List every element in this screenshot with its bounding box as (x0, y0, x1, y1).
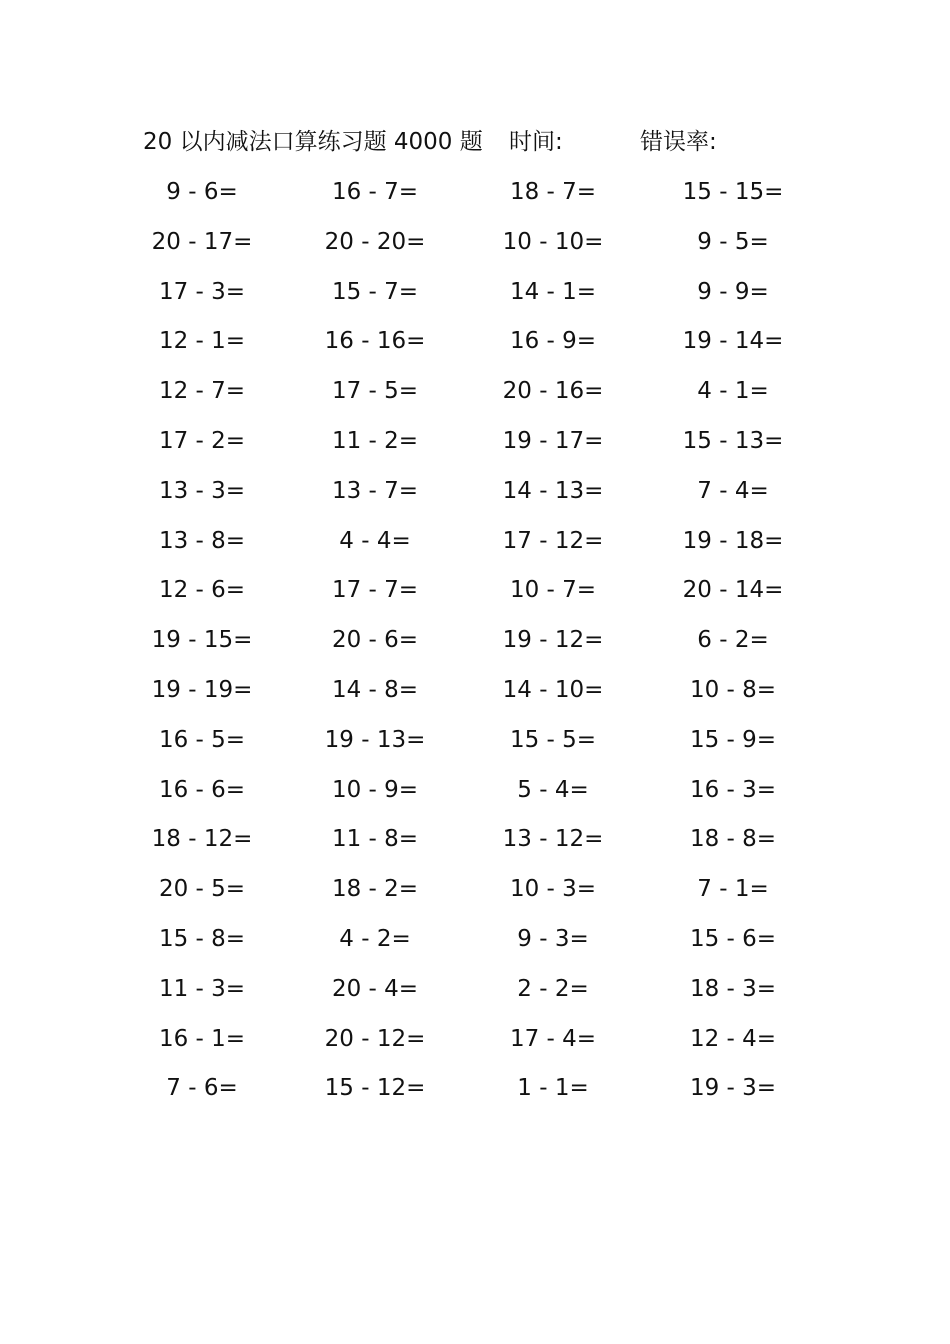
subtraction-problem: 17 - 4= (509, 1025, 597, 1052)
subtraction-problem: 17 - 5= (331, 378, 419, 405)
subtraction-problem: 19 - 17= (502, 427, 604, 454)
subtraction-problem: 16 - 7= (331, 179, 419, 205)
problem-row (0, 272, 950, 322)
problem-row (0, 1068, 950, 1118)
problem-row (0, 521, 950, 571)
subtraction-problem: 7 - 4= (697, 477, 769, 504)
subtraction-problem: 15 - 8= (158, 925, 246, 952)
subtraction-problem: 17 - 3= (158, 278, 246, 305)
subtraction-problem: 14 - 1= (509, 278, 597, 305)
subtraction-problem: 18 - 12= (151, 826, 253, 853)
subtraction-problem: 20 - 12= (324, 1025, 426, 1052)
worksheet-title: 20 以内减法口算练习题 4000 题 (143, 129, 483, 155)
subtraction-problem: 17 - 2= (158, 427, 246, 454)
subtraction-problem: 15 - 13= (682, 427, 784, 454)
problem-row (0, 770, 950, 820)
problem-row (0, 321, 950, 371)
subtraction-problem: 15 - 7= (331, 278, 419, 305)
subtraction-problem: 13 - 3= (158, 477, 246, 504)
subtraction-problem: 10 - 10= (502, 228, 604, 255)
subtraction-problem: 10 - 9= (331, 776, 419, 803)
subtraction-problem: 13 - 12= (502, 826, 604, 853)
subtraction-problem: 9 - 9= (697, 278, 769, 305)
subtraction-problem: 9 - 5= (697, 228, 769, 255)
subtraction-problem: 2 - 2= (517, 975, 589, 1002)
problem-row (0, 222, 950, 272)
problem-row (0, 371, 950, 421)
subtraction-problem: 7 - 6= (166, 1075, 238, 1102)
subtraction-problem: 16 - 16= (324, 328, 426, 355)
problem-row (0, 172, 950, 222)
problem-row (0, 919, 950, 969)
subtraction-problem: 18 - 8= (689, 826, 777, 853)
subtraction-problem: 19 - 15= (151, 627, 253, 654)
subtraction-problem: 15 - 5= (509, 726, 597, 753)
time-label: 时间: (509, 129, 563, 155)
subtraction-problem: 19 - 3= (689, 1075, 777, 1102)
subtraction-problem: 10 - 3= (509, 876, 597, 903)
subtraction-problem: 12 - 6= (158, 577, 246, 604)
subtraction-problem: 13 - 7= (331, 477, 419, 504)
problem-row (0, 471, 950, 521)
subtraction-problem: 1 - 1= (517, 1075, 589, 1102)
subtraction-problem: 14 - 13= (502, 477, 604, 504)
subtraction-problem: 12 - 4= (689, 1025, 777, 1052)
subtraction-problem: 20 - 16= (502, 378, 604, 405)
subtraction-problem: 10 - 8= (689, 676, 777, 703)
worksheet-header (0, 124, 950, 160)
subtraction-problem: 18 - 3= (689, 975, 777, 1002)
subtraction-problem: 15 - 15= (682, 179, 784, 205)
subtraction-problem: 5 - 4= (517, 776, 589, 803)
subtraction-problem: 14 - 10= (502, 676, 604, 703)
subtraction-problem: 19 - 12= (502, 627, 604, 654)
problem-row (0, 969, 950, 1019)
subtraction-problem: 7 - 1= (697, 876, 769, 903)
problem-row (0, 1019, 950, 1069)
subtraction-problem: 12 - 7= (158, 378, 246, 405)
subtraction-problem: 15 - 9= (689, 726, 777, 753)
problem-row (0, 670, 950, 720)
subtraction-problem: 15 - 6= (689, 925, 777, 952)
subtraction-problem: 6 - 2= (697, 627, 769, 654)
error-rate-label: 错误率: (640, 129, 717, 155)
subtraction-problem: 9 - 3= (517, 925, 589, 952)
subtraction-problem: 16 - 1= (158, 1025, 246, 1052)
problem-row (0, 869, 950, 919)
subtraction-problem: 20 - 14= (682, 577, 784, 604)
subtraction-problem: 20 - 20= (324, 228, 426, 255)
subtraction-problem: 16 - 3= (689, 776, 777, 803)
subtraction-problem: 19 - 19= (151, 676, 253, 703)
subtraction-problem: 16 - 6= (158, 776, 246, 803)
subtraction-problem: 4 - 2= (339, 925, 411, 952)
problem-grid (0, 172, 950, 1118)
subtraction-problem: 17 - 12= (502, 527, 604, 554)
subtraction-problem: 11 - 2= (331, 427, 419, 454)
subtraction-problem: 19 - 13= (324, 726, 426, 753)
subtraction-problem: 13 - 8= (158, 527, 246, 554)
problem-row (0, 421, 950, 471)
subtraction-problem: 11 - 3= (158, 975, 246, 1002)
subtraction-problem: 19 - 18= (682, 527, 784, 554)
subtraction-problem: 18 - 7= (509, 179, 597, 205)
subtraction-problem: 18 - 2= (331, 876, 419, 903)
subtraction-problem: 20 - 4= (331, 975, 419, 1002)
subtraction-problem: 20 - 17= (151, 228, 253, 255)
subtraction-problem: 11 - 8= (331, 826, 419, 853)
subtraction-problem: 16 - 9= (509, 328, 597, 355)
subtraction-problem: 12 - 1= (158, 328, 246, 355)
subtraction-problem: 4 - 4= (339, 527, 411, 554)
subtraction-problem: 10 - 7= (509, 577, 597, 604)
subtraction-problem: 20 - 6= (331, 627, 419, 654)
problem-row (0, 620, 950, 670)
subtraction-problem: 19 - 14= (682, 328, 784, 355)
subtraction-problem: 15 - 12= (324, 1075, 426, 1102)
subtraction-problem: 4 - 1= (697, 378, 769, 405)
subtraction-problem: 14 - 8= (331, 676, 419, 703)
subtraction-problem: 9 - 6= (166, 179, 238, 205)
subtraction-problem: 17 - 7= (331, 577, 419, 604)
subtraction-problem: 20 - 5= (158, 876, 246, 903)
problem-row (0, 819, 950, 869)
problem-row (0, 570, 950, 620)
subtraction-problem: 16 - 5= (158, 726, 246, 753)
problem-row (0, 720, 950, 770)
